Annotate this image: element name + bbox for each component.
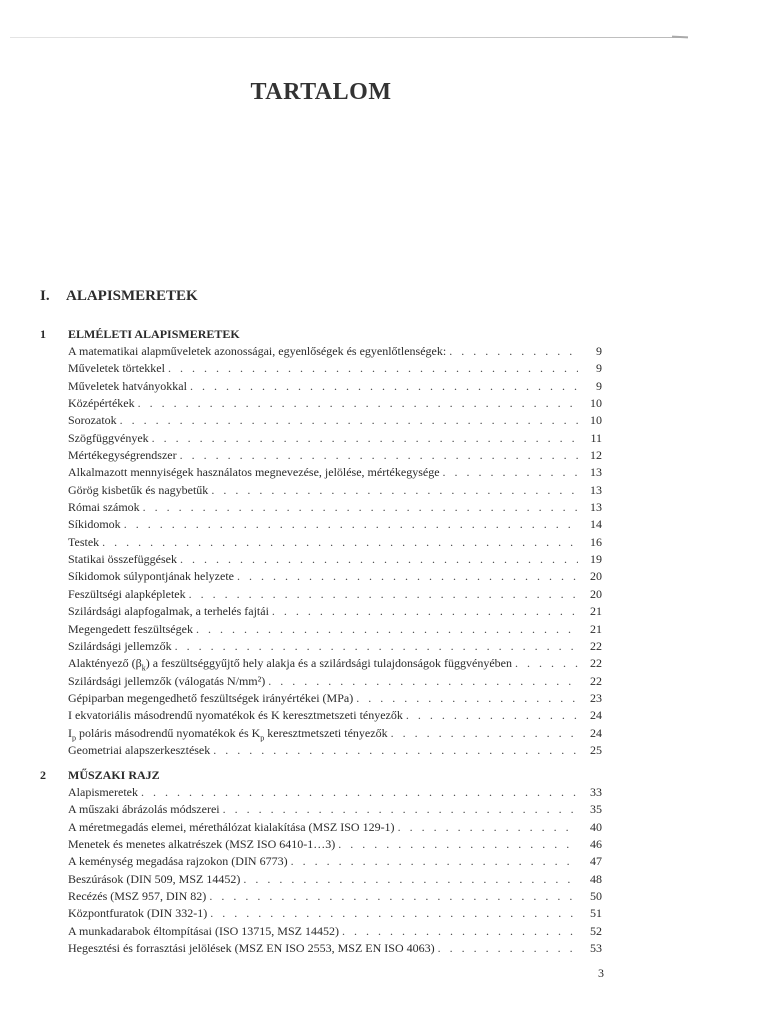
dot-leader [398,819,578,836]
dot-leader [196,621,578,638]
toc-entry [68,923,602,940]
toc-entry [68,819,602,836]
toc-entry [68,482,602,499]
toc-section-2 [40,766,602,957]
dot-leader [168,360,578,377]
toc-entry-title: A matematikai alapműveletek azonosságai, egyenlőségek és egyenlőtlenségek: [68,344,447,358]
toc-entry [68,836,602,853]
toc-entry-page: 35 [590,802,602,817]
toc-entry-page: 53 [590,941,602,956]
toc-entry [68,586,602,603]
toc-entry-page: 13 [590,500,602,515]
toc-entry-page: 22 [590,673,602,688]
toc-entry-title: Recézés (MSZ 957, DIN 82) [68,889,207,904]
toc-entry-page: 10 [590,413,602,428]
section-title: MŰSZAKI RAJZ [68,768,160,782]
toc-entry-page: 52 [590,923,602,938]
toc-entry-title: Menetek és menetes alkatrészek (MSZ ISO 6410-1…3) [68,837,336,852]
toc-entry [68,871,602,888]
toc-entry-page: 33 [590,785,602,799]
toc-entry-title: Szilárdsági jellemzők [68,638,172,653]
dot-leader [443,464,578,481]
dot-leader [124,516,578,533]
toc-entry [68,412,602,429]
dot-leader [449,343,578,360]
dot-leader [237,568,578,585]
toc-entry-page: 9 [596,361,602,376]
toc-entry-title: A munkadarabok éltompításai (ISO 13715, MSZ 14452) [68,923,339,938]
toc-entry [68,551,602,568]
toc-entry-page: 51 [590,906,602,921]
toc-entry [68,395,602,412]
dot-leader [189,586,578,603]
toc-entry-subscript: k [141,663,146,673]
toc-entry [68,499,602,516]
toc-entry-title-part: I [68,725,72,740]
toc-entry-title: Síkidomok súlypontjának helyzete [68,569,234,584]
dot-leader [406,707,578,724]
toc-entry-title: A keménység megadása rajzokon (DIN 6773) [68,854,288,869]
toc-entry-title [68,655,512,672]
toc-entry [68,343,602,360]
toc-entry-title: Római számok [68,500,140,515]
toc-entry-page: 20 [590,569,602,584]
toc-entry-page: 14 [590,517,602,532]
toc-entry-page: 23 [590,690,602,705]
toc-entry-title-part: Alaktényező (β [68,656,142,671]
part-heading [40,288,198,305]
toc-entry-title: Statikai összefüggések [68,552,177,567]
toc-entry-title-part: ) a feszültséggyűjtő hely alakja és a szilárdsági tulajdonságok függvényében [145,656,512,671]
toc-entry [68,655,602,672]
toc-entry-title: Feszültségi alapképletek [68,586,186,601]
dot-leader [391,725,578,742]
toc-entry [68,725,602,742]
dot-leader [291,853,578,870]
toc-entry-page: 13 [590,465,602,480]
toc-entry [68,690,602,707]
section-heading [40,325,602,343]
dot-leader [211,482,578,499]
toc-entry-page: 10 [590,396,602,411]
toc-entry [68,940,602,957]
toc-entry [68,360,602,377]
toc-entry-title: Görög kisbetűk és nagybetűk [68,482,209,497]
dot-leader [243,871,578,888]
dot-leader [356,690,578,707]
toc-entry-title: Beszúrások (DIN 509, MSZ 14452) [68,871,241,886]
dot-leader [342,923,578,940]
toc-entry [68,673,602,690]
dot-leader [213,742,578,759]
toc-entry-page: 16 [590,534,602,549]
dot-leader [272,603,578,620]
toc-entry [68,801,602,818]
toc-entry-subscript: p [72,732,76,742]
toc-entry-title: A műszaki ábrázolás módszerei [68,802,220,817]
toc-entry-page: 9 [596,378,602,393]
toc-entry-title: I ekvatoriális másodrendű nyomatékok és K keresztmetszeti tényezők [68,708,403,723]
toc-entry-page: 22 [590,656,602,671]
section-number: 2 [40,768,46,782]
toc-entry [68,621,602,638]
toc-entry-title: Alkalmazott mennyiségek használatos megnevezése, jelölése, mértékegysége [68,465,440,480]
dot-leader [102,534,578,551]
dot-leader [143,499,578,516]
dot-leader [210,905,578,922]
toc-entry-title: Geometriai alapszerkesztések [68,742,211,757]
dot-leader [438,940,578,957]
toc-entry-title: Megengedett feszültségek [68,621,193,636]
toc-entry-list [40,343,602,759]
toc-entry-title: Hegesztési és forrasztási jelölések (MSZ EN ISO 2553, MSZ EN ISO 4063) [68,941,435,956]
toc-entry-page: 21 [590,621,602,636]
toc-entry-page: 19 [590,552,602,567]
toc-entry [68,905,602,922]
toc-entry-title: Testek [68,534,100,549]
toc-entry-page: 11 [590,430,602,445]
toc-entry [68,742,602,759]
toc-entry [68,430,602,447]
toc-entry-page: 48 [590,871,602,886]
part-number: I. [40,288,50,304]
scan-edge-line [10,37,688,38]
toc-entry [68,516,602,533]
dot-leader [209,888,578,905]
toc-entry-page: 24 [590,725,602,740]
toc-entry-title: Középértékek [68,396,135,411]
toc-entry-title: A méretmegadás elemei, mérethálózat kialakítása (MSZ ISO 129-1) [68,819,395,834]
toc-section-1 [40,325,602,759]
part-title: ALAPISMERETEK [66,288,198,304]
dot-leader [180,447,578,464]
toc-entry-title [68,725,388,742]
toc-entry-page: 21 [590,604,602,619]
toc-entry-page: 40 [590,819,602,834]
dot-leader [268,673,578,690]
toc-entry-title: Síkidomok [68,517,121,532]
dot-leader [152,430,578,447]
toc-entry-list [40,784,602,957]
dot-leader [180,551,578,568]
section-heading [40,766,602,784]
toc-entry-page: 46 [590,837,602,852]
toc-entry-page: 9 [596,344,602,358]
page-number: 3 [598,966,604,980]
toc-entry-page: 25 [590,742,602,757]
page-title: TARTALOM [250,79,392,105]
dot-leader [141,784,578,801]
toc-entry [68,784,602,801]
toc-entry-page: 12 [590,448,602,463]
toc-entry-page: 22 [590,638,602,653]
toc-entry [68,603,602,620]
toc-entry-title: Sorozatok [68,413,117,428]
toc-entry [68,447,602,464]
toc-entry-title: Szilárdsági alapfogalmak, a terhelés fajtái [68,604,269,619]
toc-entry-title: Szilárdsági jellemzők (válogatás N/mm²) [68,673,266,688]
dot-leader [223,801,578,818]
dot-leader [190,378,578,395]
dot-leader [175,638,578,655]
toc-entry-page: 24 [590,708,602,723]
toc-entry-title: Központfuratok (DIN 332-1) [68,906,208,921]
toc-entry-title-part: keresztmetszeti tényezők [264,725,388,740]
dot-leader [338,836,578,853]
toc-entry-title: Műveletek hatványokkal [68,378,187,393]
toc-entry [68,568,602,585]
dot-leader [120,412,578,429]
toc-entry-page: 47 [590,854,602,869]
section-number: 1 [40,327,46,341]
toc-entry-title: Szögfüggvények [68,430,149,445]
toc-entry [68,378,602,395]
toc-entry-title-part: poláris másodrendű nyomatékok és K [76,725,261,740]
toc-entry-title: Alapismeretek [68,785,138,799]
toc-entry-title: Műveletek törtekkel [68,361,165,376]
toc-entry-page: 20 [590,586,602,601]
toc-entry-title: Gépiparban megengedhető feszültségek irányértékei (MPa) [68,690,354,705]
toc-entry [68,464,602,481]
toc-entry-subscript: p [260,732,265,742]
toc-entry [68,853,602,870]
section-title: ELMÉLETI ALAPISMERETEK [68,327,240,341]
toc-entry [68,707,602,724]
toc-entry-page: 13 [590,482,602,497]
toc-entry-title: Mértékegységrendszer [68,448,177,463]
toc-entry-page: 50 [590,889,602,904]
toc-entry [68,534,602,551]
dot-leader [138,395,578,412]
toc-entry [68,888,602,905]
toc-entry [68,638,602,655]
dot-leader [515,655,578,672]
